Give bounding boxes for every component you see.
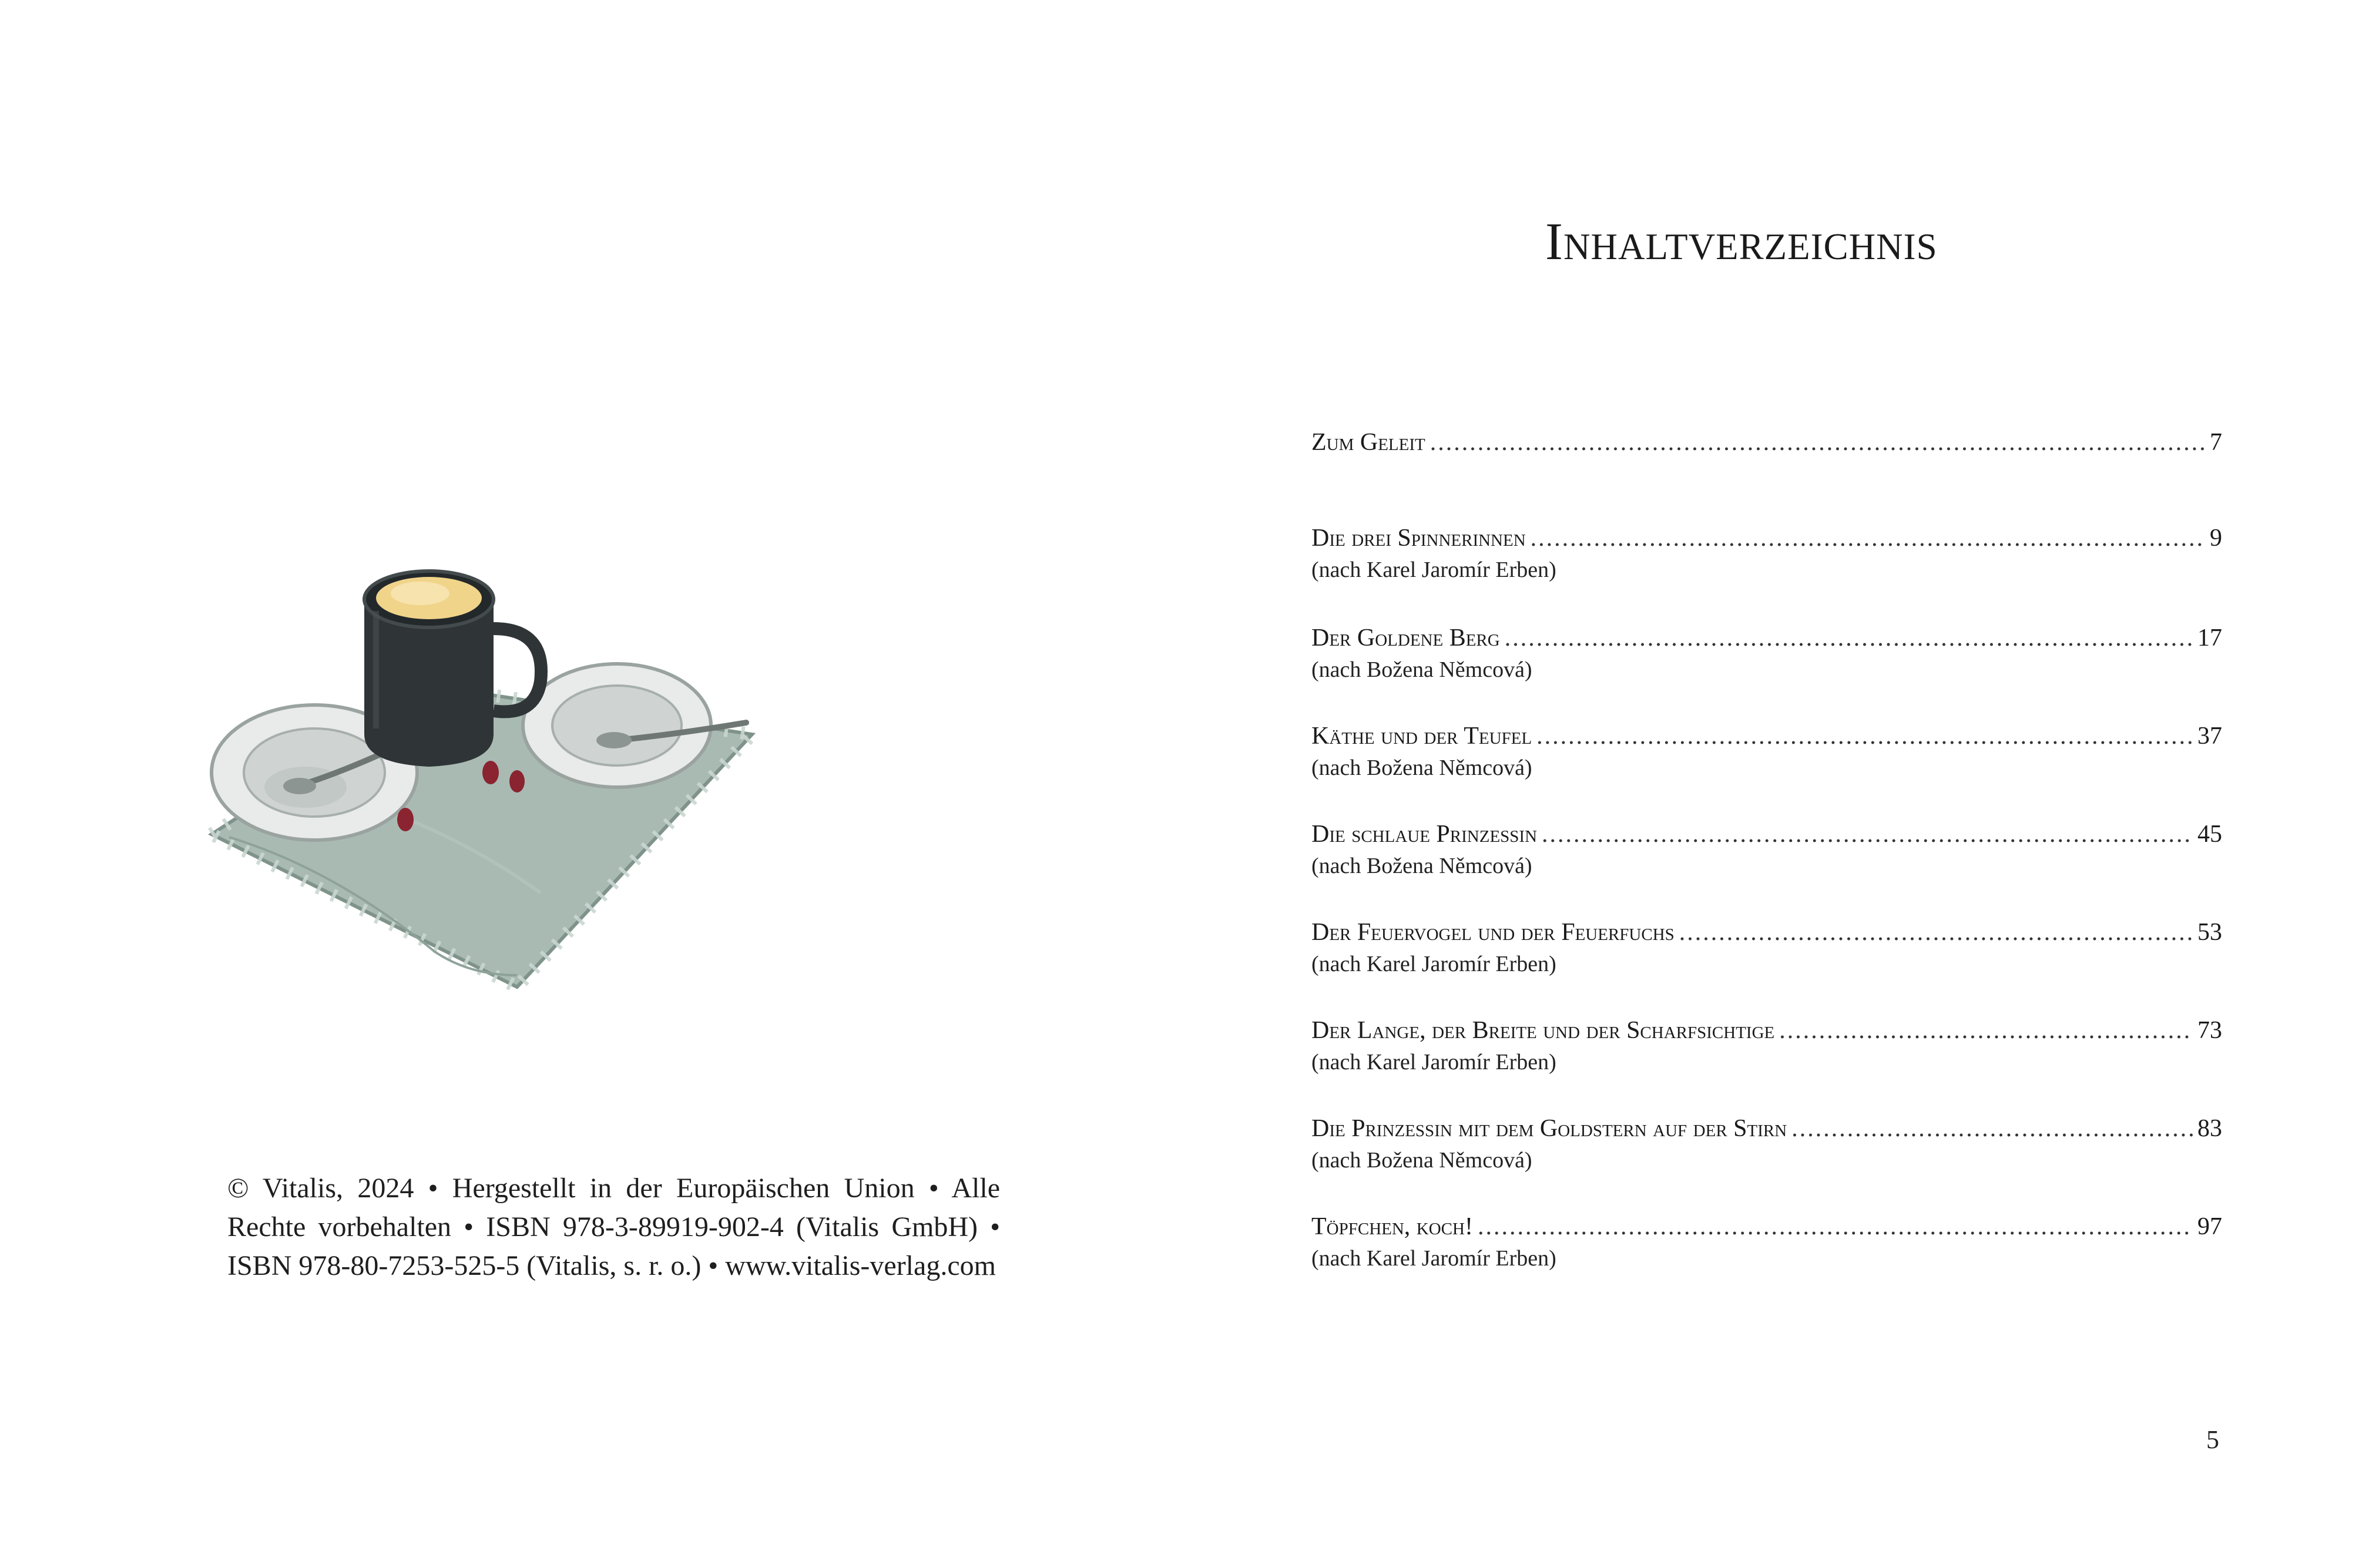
- toc-entry-page: 73: [2197, 1017, 2222, 1044]
- toc-entry-source: (nach Karel Jaromír Erben): [1311, 1246, 1556, 1271]
- toc-leader: [1679, 916, 2193, 949]
- toc-entry: [1311, 916, 2222, 979]
- toc-entry-title: Töpfchen, koch!: [1311, 1213, 1473, 1240]
- toc-entry: [1311, 1210, 2222, 1274]
- page-title: Inhaltverzeichnis: [1545, 213, 1938, 271]
- toc-entry-title: Zum Geleit: [1311, 429, 1425, 456]
- toc-entry: [1311, 622, 2222, 685]
- toc-leader: [1531, 522, 2205, 555]
- toc-entry-title: Die Prinzessin mit dem Goldstern auf der Stirn: [1311, 1115, 1787, 1142]
- imprint-text: © Vitalis, 2024 • Hergestellt in der Europäischen Union • Alle Rechte vorbehalten • ISBN 978-3-89919-902-4 (Vitalis GmbH) • ISBN 978-80-7253-525-5 (Vitalis, s. r. o.) • www.vitalis-verlag.com: [227, 1173, 1000, 1281]
- toc-leader: [1779, 1014, 2193, 1047]
- toc-entry: [1311, 522, 2222, 585]
- toc-leader: [1430, 426, 2205, 459]
- toc-entry-title: Der Goldene Berg: [1311, 624, 1500, 652]
- toc-entry: [1311, 818, 2222, 881]
- toc-entry-title: Der Feuervogel und der Feuerfuchs: [1311, 919, 1675, 946]
- toc-leader: [1478, 1210, 2193, 1243]
- toc-entry-source: (nach Karel Jaromír Erben): [1311, 952, 1556, 976]
- toc-entry-source: (nach Božena Němcová): [1311, 756, 1532, 780]
- toc-leader: [1542, 818, 2193, 851]
- toc-entry: [1311, 720, 2222, 783]
- toc-entry-title: Die drei Spinnerinnen: [1311, 525, 1526, 552]
- toc-entry-page: 53: [2197, 919, 2222, 946]
- toc-entry-page: 37: [2197, 723, 2222, 750]
- toc-entry-title: Käthe und der Teufel: [1311, 723, 1532, 750]
- toc-entry-page: 17: [2197, 624, 2222, 652]
- toc-entry-page: 83: [2197, 1115, 2222, 1142]
- toc-entry-page: 97: [2197, 1213, 2222, 1240]
- toc-entry-source: (nach Karel Jaromír Erben): [1311, 558, 1556, 582]
- toc-leader: [1791, 1112, 2193, 1145]
- toc-entry-page: 9: [2210, 525, 2222, 552]
- pot-with-bowls-illustration: [188, 540, 776, 1022]
- toc-entry-title: Der Lange, der Breite und der Scharfsichtige: [1311, 1017, 1775, 1044]
- toc-leader: [1536, 720, 2193, 753]
- toc-entry: [1311, 1014, 2222, 1077]
- toc-entry-source: (nach Božena Němcová): [1311, 657, 1532, 682]
- toc-entry-title: Die schlaue Prinzessin: [1311, 821, 1538, 848]
- toc-entry-page: 7: [2210, 429, 2222, 456]
- toc-entry-source: (nach Božena Němcová): [1311, 854, 1532, 878]
- toc-entry-source: (nach Božena Němcová): [1311, 1148, 1532, 1173]
- page-number: 5: [2206, 1425, 2219, 1454]
- toc-entry-page: 45: [2197, 821, 2222, 848]
- toc-leader: [1505, 622, 2193, 654]
- toc-entry: [1311, 1112, 2222, 1176]
- toc-entry-source: (nach Karel Jaromír Erben): [1311, 1050, 1556, 1075]
- toc-entry: [1311, 426, 2222, 459]
